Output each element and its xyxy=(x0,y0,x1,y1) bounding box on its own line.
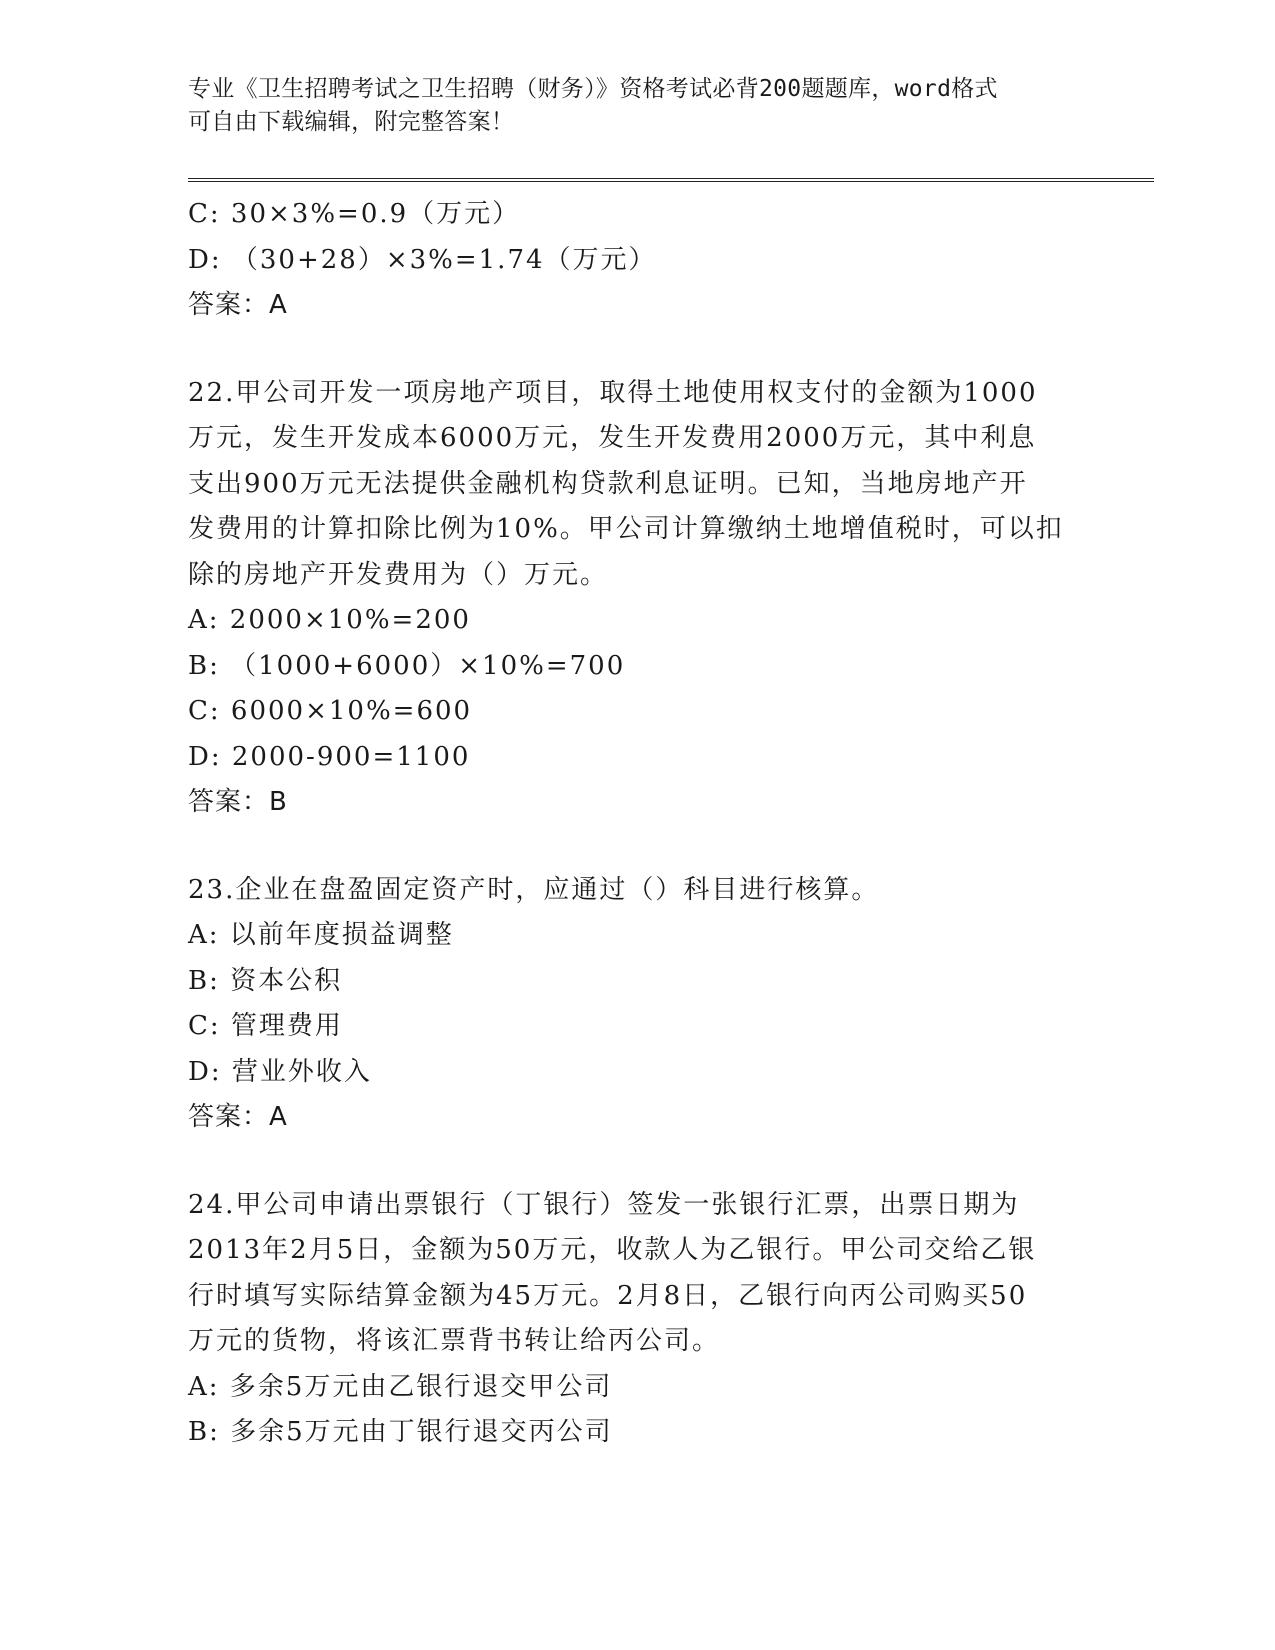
question-22 xyxy=(188,371,1088,826)
question-text-line: 22.甲公司开发一项房地产项目，取得土地使用权支付的金额为1000 xyxy=(188,377,1038,408)
answer-line: 答案：A xyxy=(188,1102,288,1132)
document-body xyxy=(188,192,1088,1456)
question-text-line: 万元，发生开发成本6000万元，发生开发费用2000万元，其中利息 xyxy=(188,423,1037,453)
question-text-line: 除的房地产开发费用为（）万元。 xyxy=(188,559,609,590)
header-divider xyxy=(188,178,1154,182)
option-c: C: 30×3%=0.9（万元） xyxy=(188,199,521,229)
answer-line: 答案：B xyxy=(188,787,288,817)
option-a: A: 多余5万元由乙银行退交甲公司 xyxy=(188,1371,613,1402)
question-text-line: 行时填写实际结算金额为45万元。2月8日，乙银行向丙公司购买50 xyxy=(188,1280,1028,1311)
question-24 xyxy=(188,1183,1088,1456)
option-a: A: 2000×10%=200 xyxy=(188,605,471,635)
question-text-line: 支出900万元无法提供金融机构贷款利息证明。已知，当地房地产开 xyxy=(188,468,1028,499)
answer-line: 答案：A xyxy=(188,290,288,320)
option-c: C: 管理费用 xyxy=(188,1011,343,1041)
page-header xyxy=(188,73,1088,139)
option-b: B: （1000+6000）×10%=700 xyxy=(188,650,626,681)
option-c: C: 6000×10%=600 xyxy=(188,696,473,726)
question-text-line: 万元的货物，将该汇票背书转让给丙公司。 xyxy=(188,1326,721,1356)
header-line-2: 可自由下载编辑，附完整答案！ xyxy=(188,109,515,135)
option-d: D: （30+28）×3%=1.74（万元） xyxy=(188,244,657,275)
option-a: A: 以前年度损益调整 xyxy=(188,920,454,950)
option-b: B: 多余5万元由丁银行退交丙公司 xyxy=(188,1417,613,1447)
question-text-line: 24.甲公司申请出票银行（丁银行）签发一张银行汇票，出票日期为 xyxy=(188,1189,1020,1220)
question-text-line: 发费用的计算扣除比例为10%。甲公司计算缴纳土地增值税时，可以扣 xyxy=(188,514,1064,544)
option-d: D: 2000-900=1100 xyxy=(188,741,471,772)
question-23 xyxy=(188,868,1088,1141)
header-line-1: 专业《卫生招聘考试之卫生招聘（财务）》资格考试必背200题题库，word格式 xyxy=(188,76,998,102)
question-text-line: 23.企业在盘盈固定资产时，应通过（）科目进行核算。 xyxy=(188,874,880,905)
option-d: D: 营业外收入 xyxy=(188,1056,372,1087)
question-text-line: 2013年2月5日，金额为50万元，收款人为乙银行。甲公司交给乙银 xyxy=(188,1235,1037,1265)
option-b: B: 资本公积 xyxy=(188,965,343,996)
